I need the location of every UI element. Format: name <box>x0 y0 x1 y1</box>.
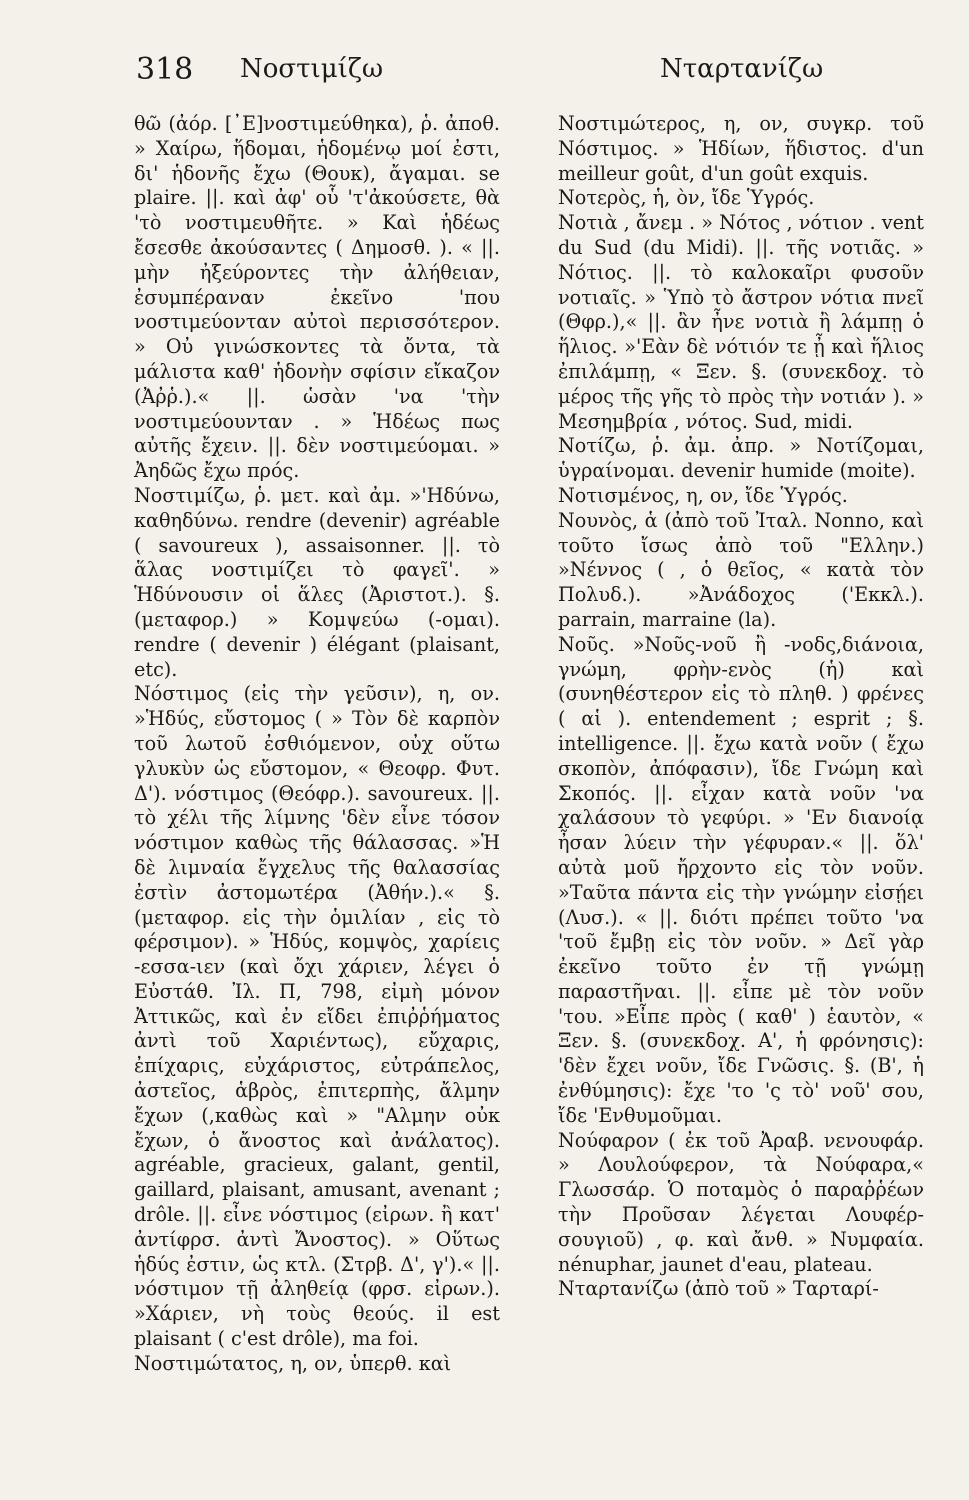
dictionary-entry: Νοστιμίζω, ῥ. μετ. καὶ ἀμ. »'Ηδύνω, καθηδύνω. rendre (devenir) agréable ( savoureux ), assaisonner. ||. τὸ ἅλας νοστιμίζει τὸ φαγεῖ'. » Ἡδύνουσιν οἱ ἅλες (Ἀριστοτ.). §. (μεταφορ.) » Κομψεύω (-ομαι). rendre ( devenir ) élégant (plaisant, etc). <box>134 483 500 681</box>
dictionary-entry: Νούφαρον ( ἐκ τοῦ Ἀραβ. νενουφάρ. » Λουλούφερον, τὰ Νούφαρα,« Γλωσσάρ. Ὁ ποταμὸς ὁ παραῤῥέων τὴν Προῦσαν λέγεται Λουφέρ-σουγιοῦ) , φ. καὶ ἄνθ. » Νυμφαία. nénuphar, jaunet d'eau, plateau. <box>558 1128 924 1276</box>
page-header <box>0 48 969 98</box>
dictionary-entry: Νόστιμος (εἰς τὴν γεῦσιν), η, ον. »Ἡδύς, εὔστομος ( » Τὸν δὲ καρπὸν τοῦ λωτοῦ ἐσθιόμενον, οὐχ οὕτω γλυκὺν ὡς εὔστομον, « Θεοφρ. Φυτ. Δ'). νόστιμος (Θεόφρ.). savoureux. ||. τὸ χέλι τῆς λίμνης 'δὲν εἶνε τόσον νόστιμον καθὼς τῆς θάλασσας. »Ἡ δὲ λιμναία ἔγχελυς τῆς θαλασσίας ἐστὶν ἀστομωτέρα (Ἀθήν.).« §. (μεταφορ. εἰς τὴν ὁμιλίαν , εἰς τὸ φέρσιμον). » Ἡδύς, κομψὸς, χαρίεις -εσσα-ιεν (καὶ ὄχι χάριεν, λέγει ὁ Εὐστάθ. Ἰλ. Π, 798, εἰμὴ μόνον Ἀττικῶς, καὶ ἐν εἴδει ἐπιῤῥήματος ἀντὶ τοῦ Χαριέντως), εὔχαρις, ἐπίχαρις, εὐχάριστος, εὐτράπελος, ἀστεῖος, ἁβρὸς, ἐπιτερπὴς, ἄλμην ἔχων (,καθὼς καὶ » "Αλμην οὐκ ἔχων, ὁ ἄνοστος καὶ ἀνάλατος). agréable, gracieux, galant, gentil, gaillard, plaisant, amusant, avenant ; drôle. ||. εἶνε νόστιμος (εἰρων. ἢ κατ' ἀντίφρσ. ἀντὶ Ἄνοστος). » Οὕτως ἡδύς ἐστιν, ὡς κτλ. (Στρβ. Δ', γ').« ||. νόστιμον τῇ ἀληθείᾳ (φρσ. εἰρων.). »Χάριεν, νὴ τοὺς θεούς. il est plaisant ( c'est drôle), ma foi. <box>134 682 500 1351</box>
dictionary-entry: Νοστιμώτατος, η, ον, ὑπερθ. καὶ <box>134 1351 452 1375</box>
right-column <box>558 112 924 1302</box>
dictionary-entry: Νοτερὸς, ἡ, ὸν, ἴδε Ὑγρός. <box>558 186 815 210</box>
dictionary-entry: Νουνὸς, ἁ (ἀπὸ τοῦ Ἰταλ. Nonno, καὶ τοῦτο ἴσως ἀπὸ τοῦ "Ελλην.) »Νέννος ( , ὁ θεῖος, « κατὰ τὸν Πολυδ.). »Ἀνάδοχος ('Εκκλ.). parrain, marraine (la). <box>558 508 924 631</box>
right-running-head: Νταρτανίζω <box>660 54 824 84</box>
dictionary-entry: Νοτίζω, ῥ. ἀμ. ἀπρ. » Νοτίζομαι, ὑγραίνομαι. devenir humide (moite). <box>558 434 924 483</box>
dictionary-entry: Νοτισμένος, η, ον, ἴδε Ὑγρός. <box>558 483 848 507</box>
dictionary-entry: Νταρτανίζω (ἀπὸ τοῦ » Ταρταρί- <box>558 1277 879 1301</box>
dictionary-entry: Νοστιμώτερος, η, ον, συγκρ. τοῦ Νόστιμος. » Ἡδίων, ἥδιστος. d'un meilleur goût, d'un goût exquis. <box>558 112 924 185</box>
dictionary-entry: Νοτιὰ , ἄνεμ . » Νότος , νότιον . vent du Sud (du Midi). ||. τῆς νοτιᾶς. » Νότιος. ||. τὸ καλοκαῖρι φυσοῦν νοτιαῖς. » Ὑπὸ τὸ ἄστρον νότια πνεῖ (Θφρ.),« ||. ἂν ἦνε νοτιὰ ἢ λάμπῃ ὁ ἥλιος. »'Εὰν δὲ νότιόν τε ᾖ καὶ ἥλιος ἐπιλάμπῃ, « Ξεν. §. (συνεκδοχ. τὸ μέρος τῆς γῆς τὸ πρὸς τὴν νοτιάν ). » Μεσημβρία , νότος. Sud, midi. <box>558 211 924 433</box>
left-column <box>134 112 500 1377</box>
dictionary-entry: Νοῦς. »Νοῦς-νοῦ ἢ -νοδς,διάνοια, γνώμη, φρὴν-ενὸς (ἡ) καὶ (συνηθέστερον εἰς τὸ πληθ. ) φρένες ( αἱ ). entendement ; esprit ; §. intelligence. ||. ἔχω κατὰ νοῦν ( ἔχω σκοπὸν, ἀπόφασιν), ἴδε Γνώμη καὶ Σκοπός. ||. εἶχαν κατὰ νοῦν 'να χαλάσουν τὸ γεφύρι. » 'Εν διανοίᾳ ἦσαν λύειν τὴν γέφυραν.« ||. ὅλ' αὐτὰ μοῦ ἤρχοντο εἰς τὸν νοῦν. »Ταῦτα πάντα εἰς τὴν γνώμην εἰσῄει (Λυσ.). « ||. διότι πρέπει τοῦτο 'να 'τοῦ ἔμβῃ εἰς τὸν νοῦν. » Δεῖ γὰρ ἐκεῖνο τοῦτο ἐν τῇ γνώμῃ παραστῆναι. ||. εἶπε μὲ τὸν νοῦν 'του. »Εἶπε πρὸς ( καθ' ) ἑαυτὸν, « Ξεν. §. (συνεκδοχ. Α', ἡ φρόνησις): 'δὲν ἔχει νοῦν, ἴδε Γνῶσις. §. (Β', ἡ ἐνθύμησις): ἔχε 'το 'ς τὸ' νοῦ' σου, ἴδε 'Ενθυμοῦμαι. <box>558 632 924 1127</box>
page-number: 318 <box>136 52 194 87</box>
dictionary-entry: θῶ (ἀόρ. [᾿Ε]νοστιμεύθηκα), ῥ. ἀποθ. » Χαίρω, ἥδομαι, ἡδομένῳ μοί ἐστι, δι' ἡδονῆς ἔχω (Θουκ), ἄγαμαι. se plaire. ||. καὶ ἀφ' οὗ 'τ'ἀκούσετε, θὰ 'τὸ νοστιμευθῆτε. » Καὶ ἡδέως ἔσεσθε ἀκούσαντες ( Δημοσθ. ). « ||. μὴν ἠξεύροντες τὴν ἀλήθειαν, ἐσυμπέραναν ἐκεῖνο 'που νοστιμεύονταν αὐτοὶ περισσότερον. » Οὐ γινώσκοντες τὰ ὄντα, τὰ μάλιστα καθ' ἡδονὴν σφίσιν εἴκαζον (Ἀῤῥ.).« ||. ὡσὰν 'να 'τὴν νοστιμεύουνταν . » Ἡδέως πως αὐτῆς ἔχειν. ||. δὲν νοστιμεύομαι. » Ἀηδῶς ἔχω πρός. <box>134 112 500 483</box>
left-running-head: Νοστιμίζω <box>240 54 384 84</box>
